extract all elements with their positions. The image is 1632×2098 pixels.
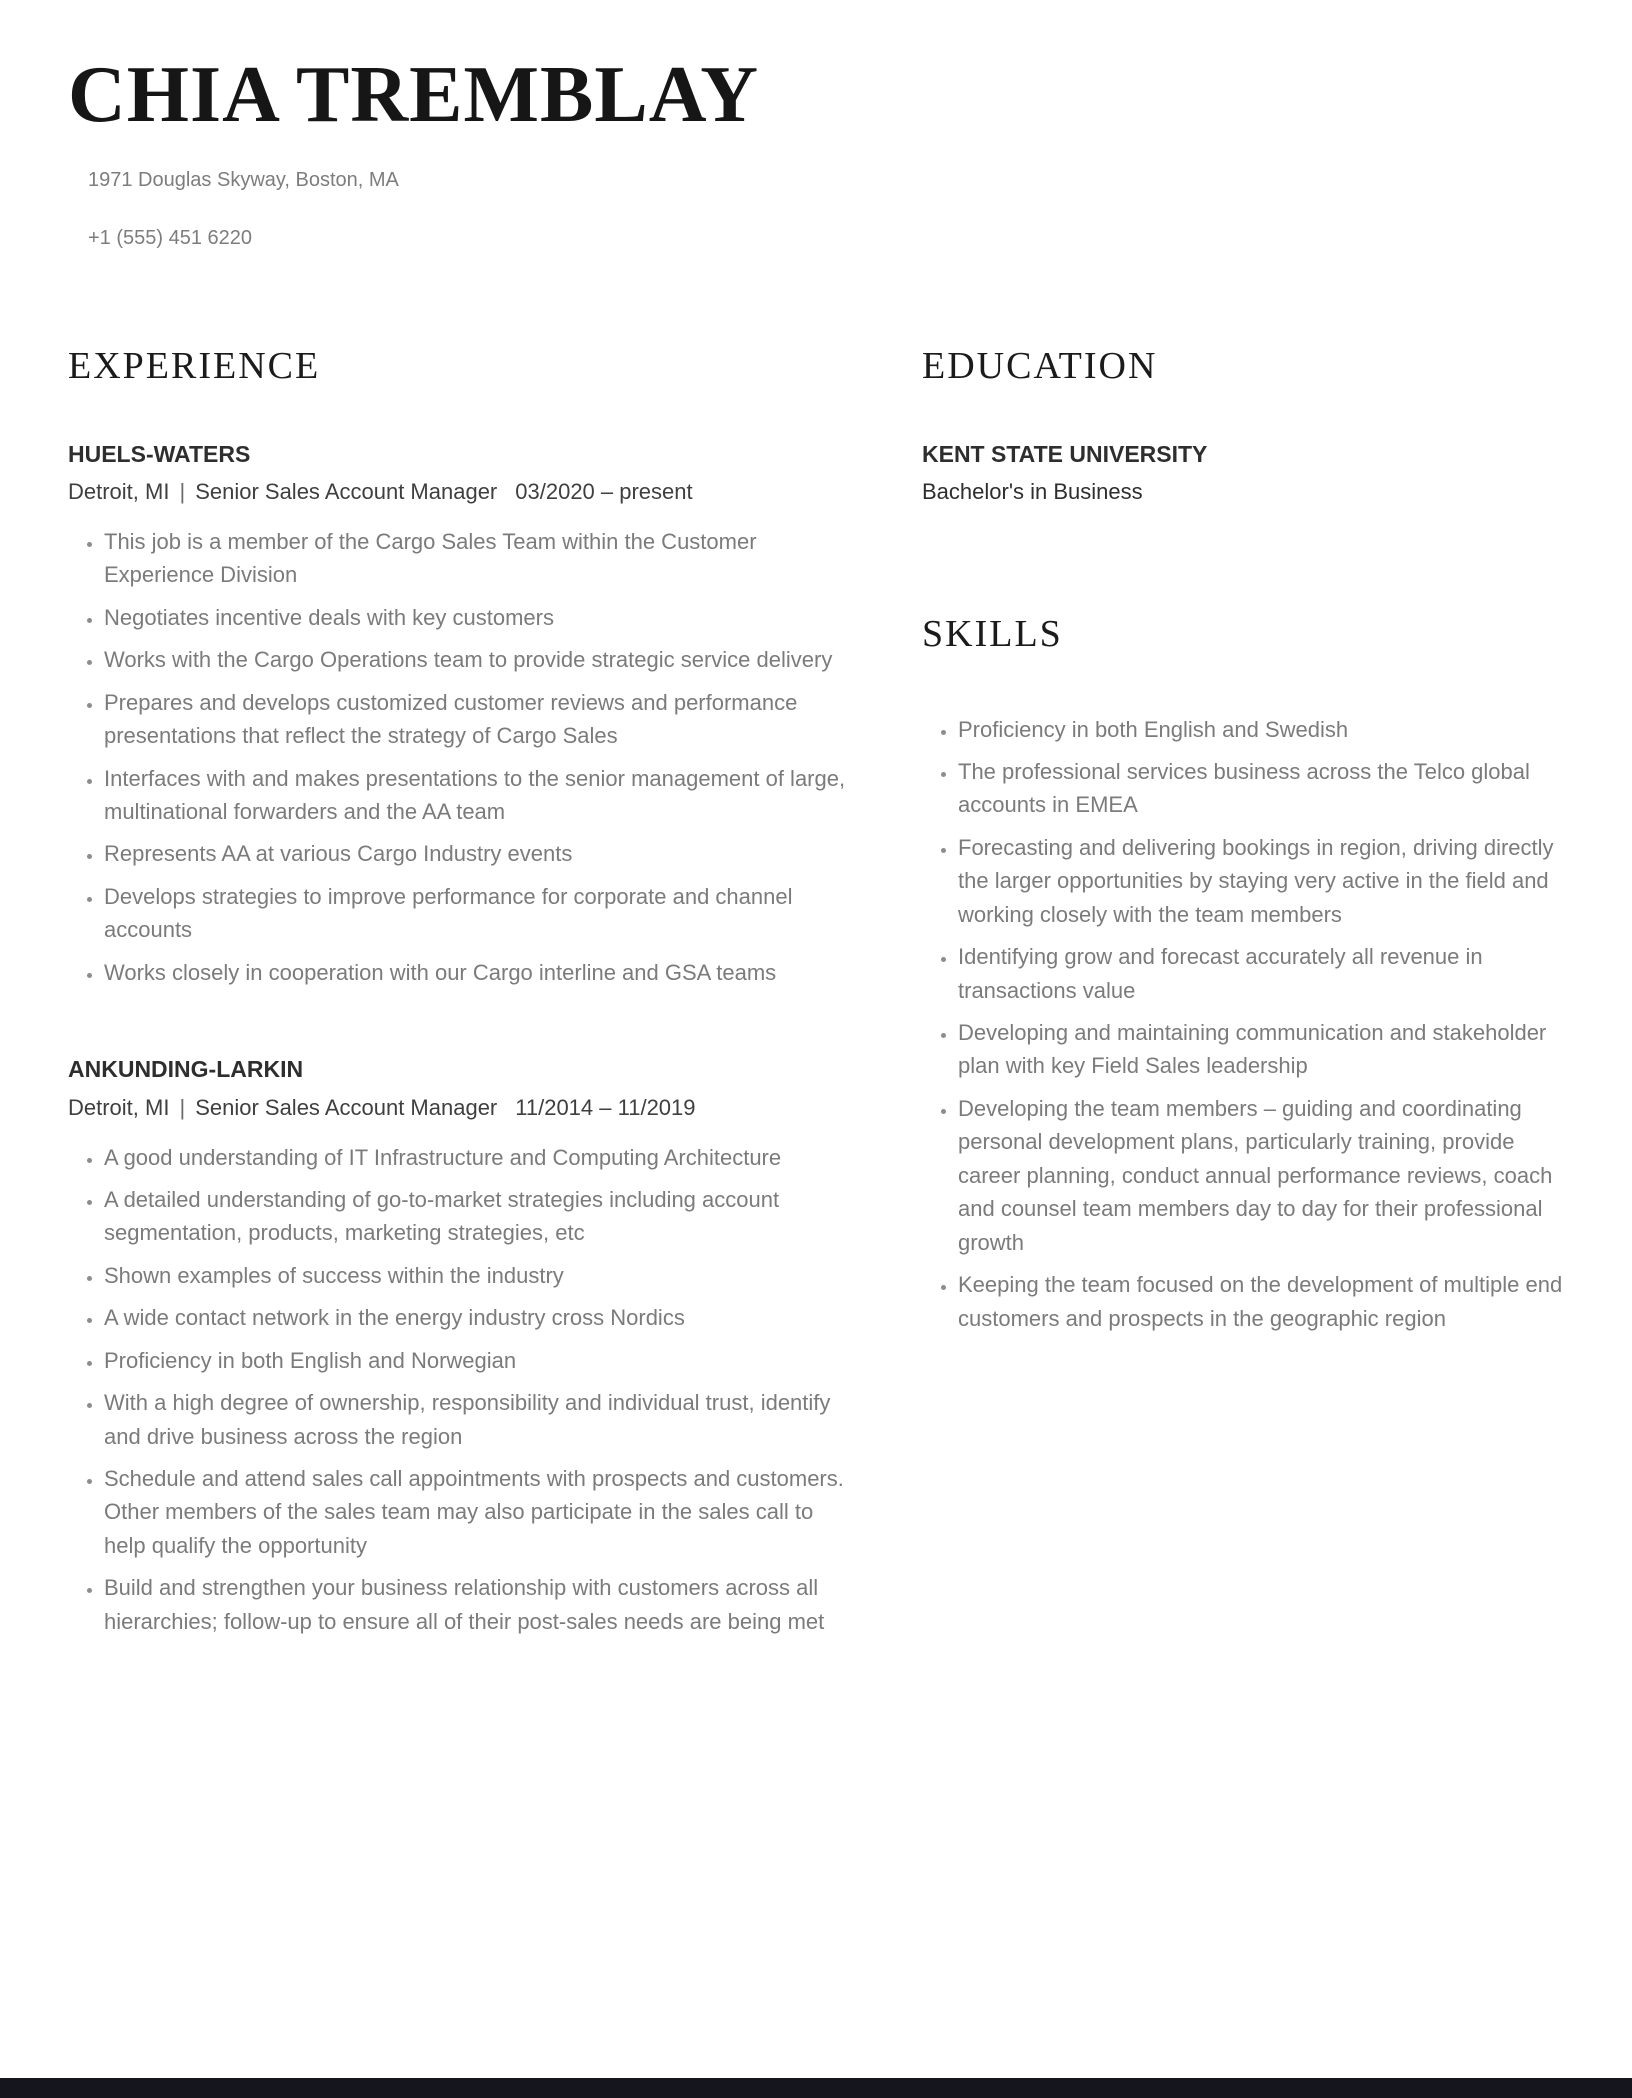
left-column (68, 344, 858, 1647)
bullet-item: • Forecasting and delivering bookings in region, driving directly the larger opportunities by staying very active in the field and working closely with the team members (958, 831, 1564, 931)
degree: Bachelor's in Business (922, 479, 1143, 505)
meta-separator: | (179, 479, 186, 505)
bullet-item: • Developing and maintaining communication and stakeholder plan with key Field Sales leadership (958, 1016, 1564, 1083)
education-section-title: EDUCATION (922, 345, 1158, 387)
bullet-item: • Works closely in cooperation with our Cargo interline and GSA teams (104, 956, 858, 989)
bullet-item: • With a high degree of ownership, responsibility and individual trust, identify and drive business across the region (104, 1386, 858, 1453)
contact-address: 1971 Douglas Skyway, Boston, MA (88, 169, 399, 191)
bullet-item: • Keeping the team focused on the development of multiple end customers and prospects in the geographic region (958, 1268, 1564, 1335)
bullet-item: • Interfaces with and makes presentations to the senior management of large, multinational forwarders and the AA team (104, 762, 858, 829)
experience-section (68, 344, 858, 1638)
job-location: Detroit, MI (68, 1094, 170, 1120)
resume-columns (68, 344, 1564, 1647)
job-role: Senior Sales Account Manager (195, 1094, 498, 1120)
bullet-item: • Proficiency in both English and Swedish (958, 713, 1564, 746)
skills-section-title: SKILLS (922, 612, 1063, 655)
right-column (922, 344, 1564, 1647)
meta-separator: | (179, 1094, 186, 1120)
experience-section-title: EXPERIENCE (68, 345, 321, 387)
job-bullet-list (68, 1141, 858, 1639)
candidate-name: CHIA TREMBLAY (68, 51, 759, 139)
bullet-item: • Identifying grow and forecast accurately all revenue in transactions value (958, 940, 1564, 1007)
bullet-item: • Prepares and develops customized customer reviews and performance presentations that reflect the strategy of Cargo Sales (104, 686, 858, 753)
bullet-item: • The professional services business across the Telco global accounts in EMEA (958, 755, 1564, 822)
job-dates: 11/2014 – 11/2019 (515, 1094, 696, 1120)
bullet-item: • Proficiency in both English and Norwegian (104, 1344, 858, 1377)
company-name: HUELS-WATERS (68, 440, 251, 467)
bullet-item: • This job is a member of the Cargo Sales Team within the Customer Experience Division (104, 525, 858, 592)
bullet-item: • Represents AA at various Cargo Industry events (104, 837, 858, 870)
bullet-item: • Works with the Cargo Operations team to provide strategic service delivery (104, 643, 858, 676)
job-entry-ankunding-larkin (68, 1055, 858, 1638)
bullet-item: • Developing the team members – guiding and coordinating personal development plans, particularly training, provide career planning, conduct annual performance reviews, coach and counsel team members day to day for their professional growth (958, 1092, 1564, 1259)
bottom-bar (0, 2078, 1632, 2098)
education-section (922, 344, 1564, 507)
bullet-item: • A wide contact network in the energy industry cross Nordics (104, 1301, 858, 1334)
bullet-item: • Shown examples of success within the industry (104, 1259, 858, 1292)
job-dates: 03/2020 – present (515, 479, 693, 505)
job-entry-huels-waters (68, 440, 858, 990)
job-bullet-list (68, 525, 858, 989)
bullet-item: • Build and strengthen your business relationship with customers across all hierarchies; follow-up to ensure all of their post-sales needs are being met (104, 1571, 858, 1638)
bullet-item: • Develops strategies to improve performance for corporate and channel accounts (104, 880, 858, 947)
bullet-item: • A detailed understanding of go-to-market strategies including account segmentation, products, marketing strategies, etc (104, 1183, 858, 1250)
skills-bullet-list (922, 713, 1564, 1335)
company-name: ANKUNDING-LARKIN (68, 1056, 304, 1083)
bullet-item: • Negotiates incentive deals with key customers (104, 601, 858, 634)
job-location: Detroit, MI (68, 479, 170, 505)
contact-phone: +1 (555) 451 6220 (88, 227, 253, 249)
job-meta (68, 1094, 858, 1123)
school-name: KENT STATE UNIVERSITY (922, 440, 1208, 467)
bullet-item: • A good understanding of IT Infrastructure and Computing Architecture (104, 1141, 858, 1174)
job-meta (68, 478, 858, 507)
bullet-item: • Schedule and attend sales call appointments with prospects and customers. Other members of the sales team may also participate in the sales call to help qualify the opportunity (104, 1462, 858, 1562)
skills-section (922, 612, 1564, 1335)
job-role: Senior Sales Account Manager (195, 479, 498, 505)
resume-header (68, 51, 1564, 249)
